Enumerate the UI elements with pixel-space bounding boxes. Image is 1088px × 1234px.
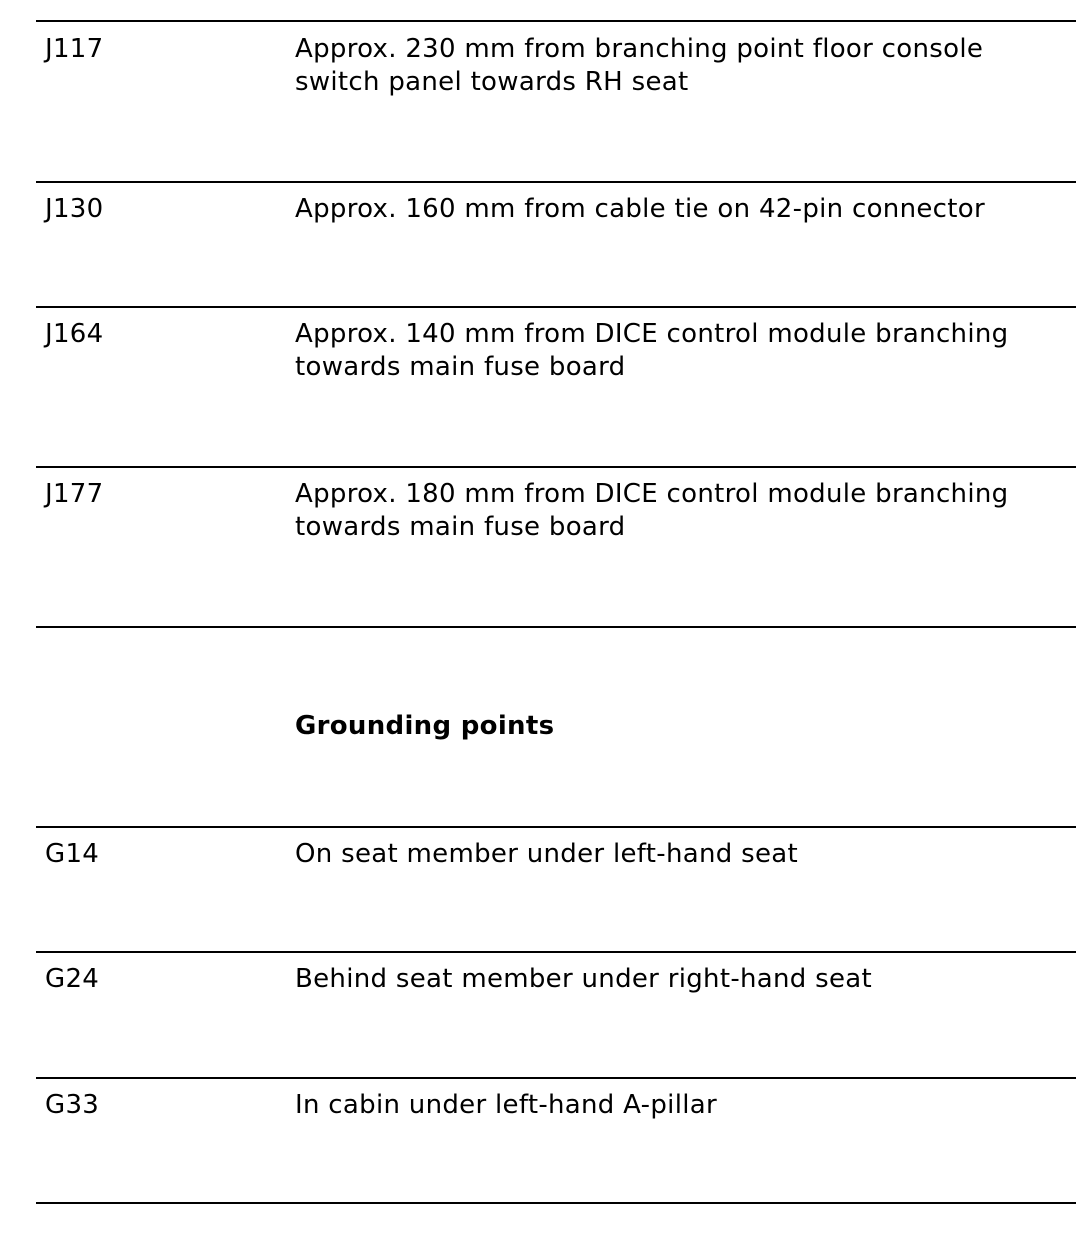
- row-description-text: Approx. 230 mm from branching point floor console switch panel towards RH seat: [295, 34, 984, 97]
- row-description-text: Approx. 160 mm from cable tie on 42-pin connector: [295, 194, 985, 224]
- table-rule: [36, 20, 1076, 22]
- row-code: G14: [45, 839, 100, 869]
- table-rule: [36, 626, 1076, 628]
- row-code: J117: [45, 34, 104, 64]
- row-description: [295, 478, 1075, 544]
- row-description: [295, 318, 1075, 384]
- row-code: J177: [45, 479, 104, 509]
- row-description: On seat member under left-hand seat: [295, 839, 798, 869]
- section-heading-grounding-points: Grounding points: [295, 711, 555, 741]
- row-code: G33: [45, 1090, 100, 1120]
- table-rule: [36, 1202, 1076, 1204]
- row-code: G24: [45, 964, 100, 994]
- row-code: J164: [45, 319, 104, 349]
- row-description-text: Approx. 140 mm from DICE control module branching towards main fuse board: [295, 319, 1009, 382]
- table-rule: [36, 826, 1076, 828]
- row-description: [295, 33, 1075, 99]
- table-rule: [36, 181, 1076, 183]
- row-description: [295, 193, 1075, 226]
- table-rule: [36, 951, 1076, 953]
- row-description: In cabin under left-hand A-pillar: [295, 1090, 717, 1120]
- row-description-text: Approx. 180 mm from DICE control module branching towards main fuse board: [295, 479, 1009, 542]
- table-rule: [36, 466, 1076, 468]
- table-rule: [36, 1077, 1076, 1079]
- row-description: Behind seat member under right-hand seat: [295, 964, 873, 994]
- row-code: J130: [45, 194, 104, 224]
- table-rule: [36, 306, 1076, 308]
